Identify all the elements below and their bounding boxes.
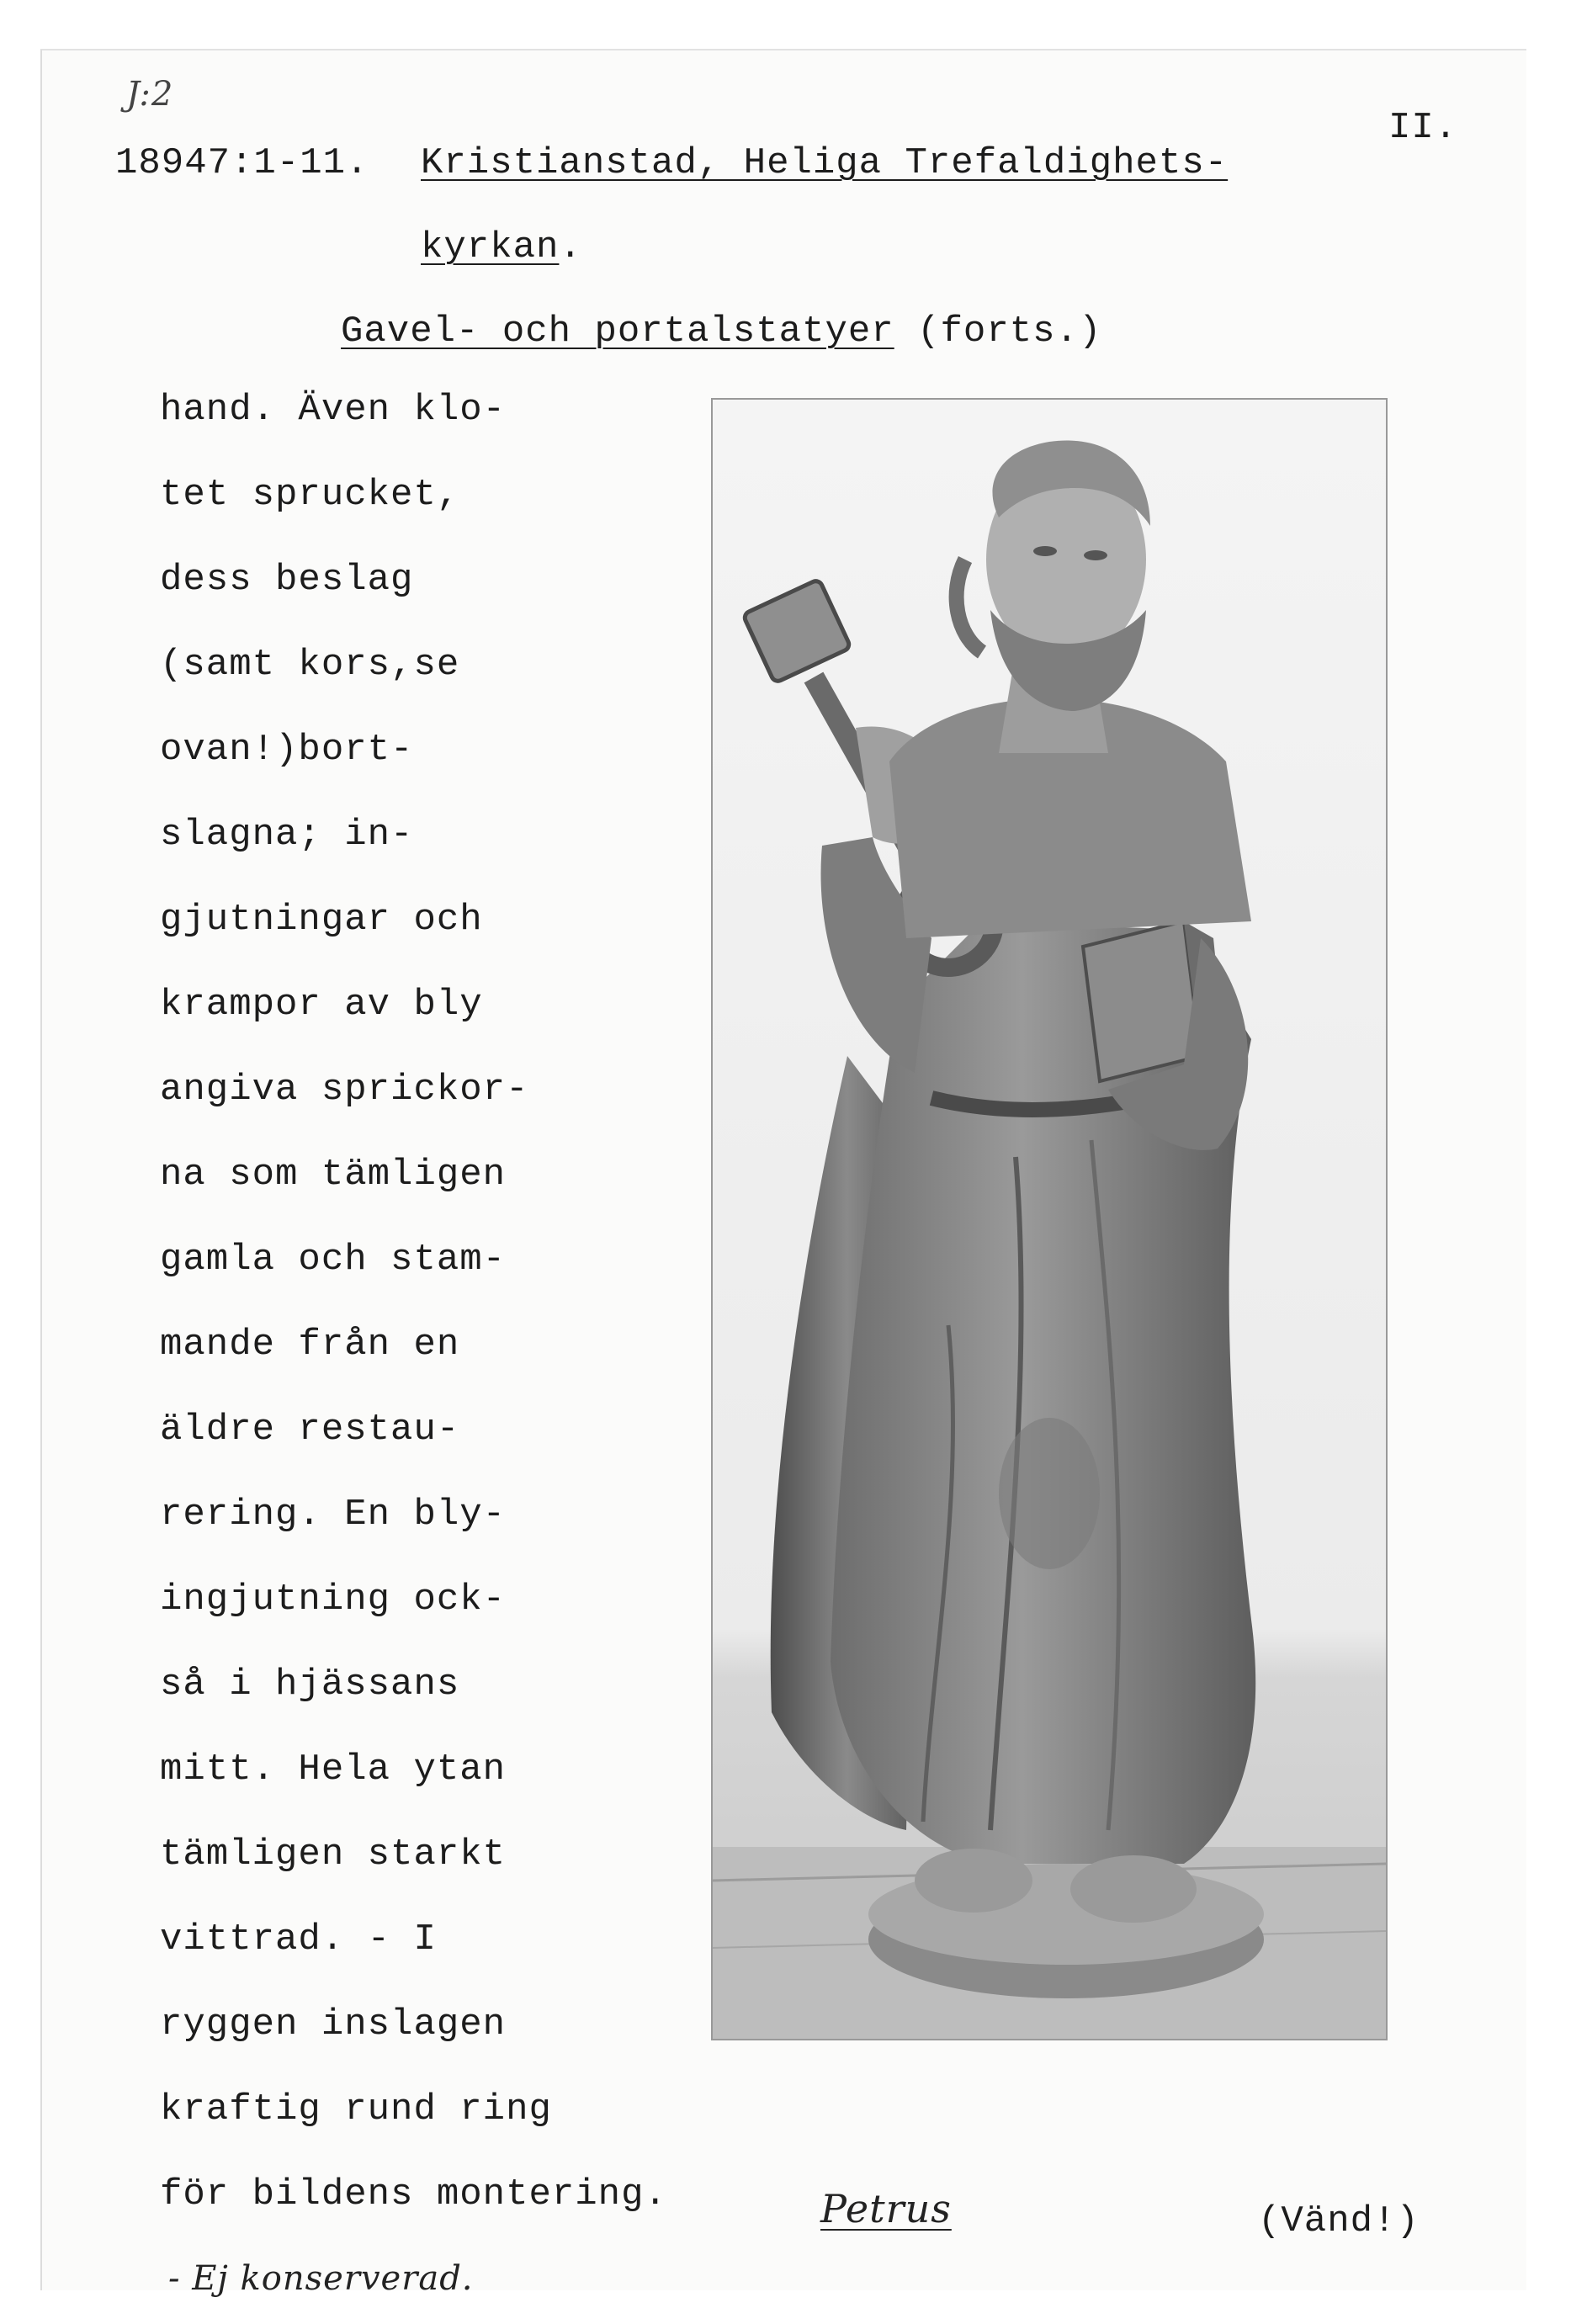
body-line: äldre restau- (160, 1409, 460, 1451)
body-line: mitt. Hela ytan (160, 1748, 507, 1791)
page-number: II. (1388, 107, 1458, 149)
book (1083, 921, 1201, 1081)
body-line: ingjutning ock- (160, 1579, 507, 1621)
body-line: dess beslag (160, 559, 414, 601)
body-line: angiva sprickor- (160, 1069, 529, 1111)
statue-photo (711, 398, 1388, 2040)
location-line-2-period: . (559, 226, 582, 268)
body-line: tet sprucket, (160, 474, 460, 516)
body-line: ryggen inslagen (160, 2003, 507, 2045)
statue-illustration (713, 400, 1386, 2039)
body-line: rering. En bly- (160, 1494, 507, 1536)
location-line-2 (421, 226, 582, 268)
location-line-2-text: kyrkan (421, 226, 560, 268)
body-line: mande från en (160, 1324, 460, 1366)
body-line: för bildens montering. (160, 2173, 667, 2215)
photo-caption: Petrus (820, 2186, 952, 2231)
body-line: gjutningar och (160, 899, 483, 941)
body-line: så i hjässans (160, 1663, 460, 1706)
location-line-1: Kristianstad, Heliga Trefaldighets- (421, 142, 1229, 184)
body-line: krampor av bly (160, 984, 483, 1026)
body-line: gamla och stam- (160, 1239, 507, 1281)
catalog-number: 18947:1-11. (115, 142, 369, 184)
body-line: (samt kors,se (160, 644, 460, 686)
body-line: tämligen starkt (160, 1833, 507, 1876)
left-foot (915, 1849, 1032, 1913)
body-line: vittrad. - I (160, 1918, 437, 1961)
section-heading (341, 310, 1102, 353)
body-line: ovan!)bort- (160, 729, 414, 771)
right-foot (1070, 1855, 1197, 1923)
pencil-mark: J:2 (126, 75, 174, 114)
body-line: kraftig rund ring (160, 2088, 552, 2130)
body-line: hand. Även klo- (160, 389, 507, 431)
body-line: slagna; in- (160, 814, 414, 856)
handwritten-note: - Ej konserverad. (168, 2259, 474, 2298)
section-title: Gavel- och portalstatyer (341, 310, 894, 353)
section-suffix: (forts.) (917, 310, 1102, 353)
body-line: na som tämligen (160, 1154, 507, 1196)
turn-note: (Vänd!) (1258, 2200, 1420, 2242)
